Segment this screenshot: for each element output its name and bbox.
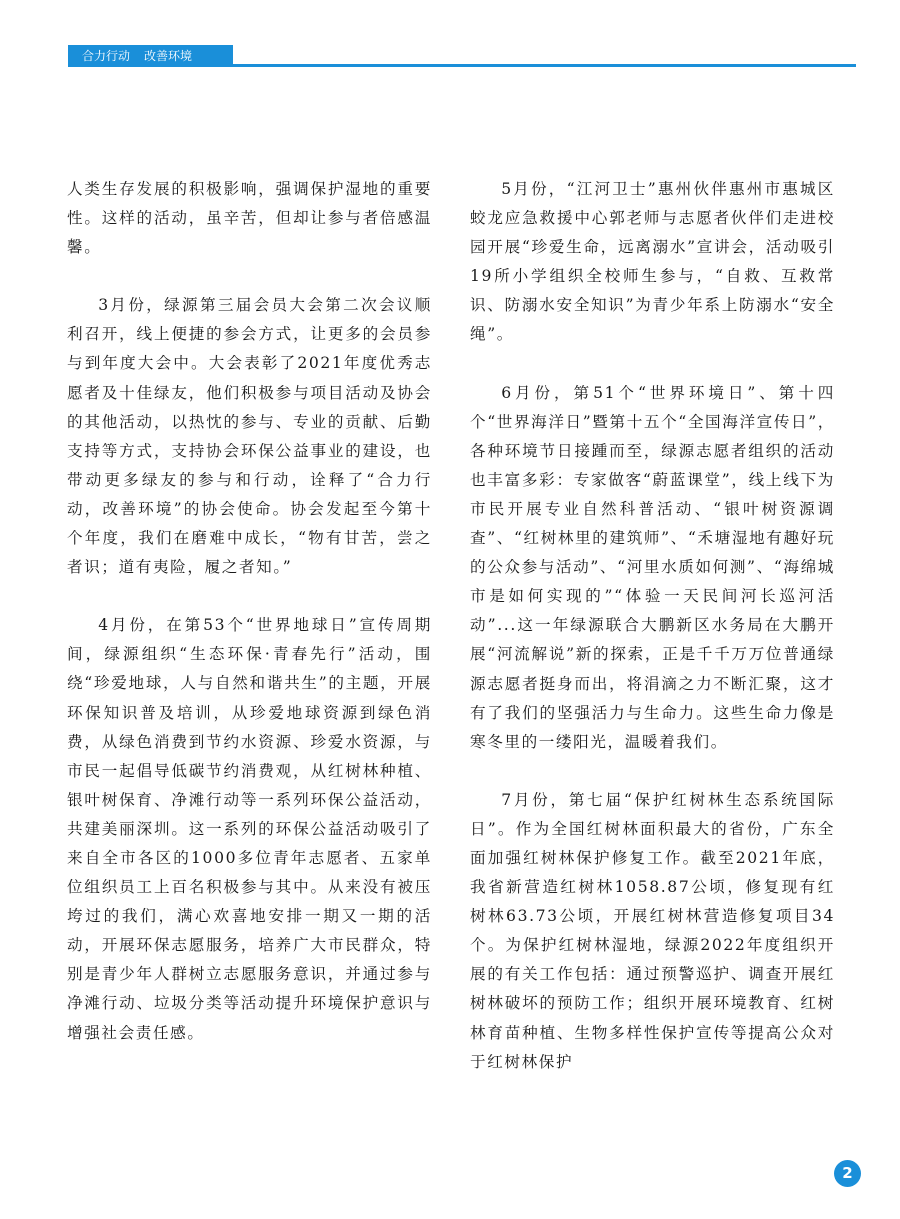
page-number-badge: 2	[834, 1160, 861, 1187]
header-rule	[68, 64, 856, 67]
paragraph-april: 4月份，在第53个“世界地球日”宣传周期间，绿源组织“生态环保·青春先行”活动，围绕“珍爱地球，人与自然和谐共生”的主题，开展环保知识普及培训，从珍爱地球资源到绿色消费，从绿色消费到节约水资源、珍爱水资源，与市民一起倡导低碳节约消费观，从红树林种植、银叶树保育、净滩行动等一系列环保公益活动，共建美丽深圳。这一系列的环保公益活动吸引了来自全市各区的1000多位青年志愿者、五家单位组织员工上百名积极参与其中。从来没有被压垮过的我们，满心欢喜地安排一期又一期的活动，开展环保志愿服务，培养广大市民群众，特别是青少年人群树立志愿服务意识，并通过参与净滩行动、垃圾分类等活动提升环境保护意识与增强社会责任感。	[67, 616, 432, 1042]
paragraph-july: 7月份，第七届“保护红树林生态系统国际日”。作为全国红树林面积最大的省份，广东全面加强红树林保护修复工作。截至2021年底，我省新营造红树林1058.87公顷，修复现有红树林63.73公顷，开展红树林营造修复项目34个。为保护红树林湿地，绿源2022年度组织开展的有关工作包括：通过预警巡护、调查开展红树林破坏的预防工作；组织开展环境教育、红树林育苗种植、生物多样性保护宣传等提高公众对于红树林保护	[470, 790, 835, 1071]
right-column	[470, 175, 835, 1106]
paragraph-march: 3月份，绿源第三届会员大会第二次会议顺利召开，线上便捷的参会方式，让更多的会员参与到年度大会中。大会表彰了2021年度优秀志愿者及十佳绿友，他们积极参与项目活动及协会的其他活动，以热忱的参与、专业的贡献、后勤支持等方式，支持协会环保公益事业的建设，也带动更多绿友的参与和行动，诠释了“合力行动，改善环境”的协会使命。协会发起至今第十个年度，我们在磨难中成长，“物有甘苦，尝之者识；道有夷险，履之者知。”	[67, 296, 432, 577]
paragraph-continuation: 人类生存发展的积极影响，强调保护湿地的重要性。这样的活动，虽辛苦，但却让参与者倍感温馨。	[67, 180, 432, 257]
left-column	[67, 175, 432, 1077]
paragraph-june: 6月份，第51个“世界环境日”、第十四个“世界海洋日”暨第十五个“全国海洋宣传日”，各种环境节日接踵而至，绿源志愿者组织的活动也丰富多彩：专家做客“蔚蓝课堂”，线上线下为市民开展专业自然科普活动、“银叶树资源调查”、“红树林里的建筑师”、“禾塘湿地有趣好玩的公众参与活动”、“河里水质如何测”、“海绵城市是如何实现的”“体验一天民间河长巡河活动”...这一年绿源联合大鹏新区水务局在大鹏开展“河流解说”新的探索，正是千千万万位普通绿源志愿者挺身而出，将涓滴之力不断汇聚，这才有了我们的坚强活力与生命力。这些生命力像是寒冬里的一缕阳光，温暖着我们。	[470, 383, 835, 751]
paragraph-may: 5月份，“江河卫士”惠州伙伴惠州市惠城区蛟龙应急救援中心郭老师与志愿者伙伴们走进校园开展“珍爱生命，远离溺水”宣讲会，活动吸引19所小学组织全校师生参与，“自救、互救常识、防溺水安全知识”为青少年系上防溺水“安全绳”。	[470, 180, 835, 344]
header-section-label-1: 合力行动	[82, 49, 131, 63]
header-section-label-2: 改善环境	[144, 49, 193, 63]
